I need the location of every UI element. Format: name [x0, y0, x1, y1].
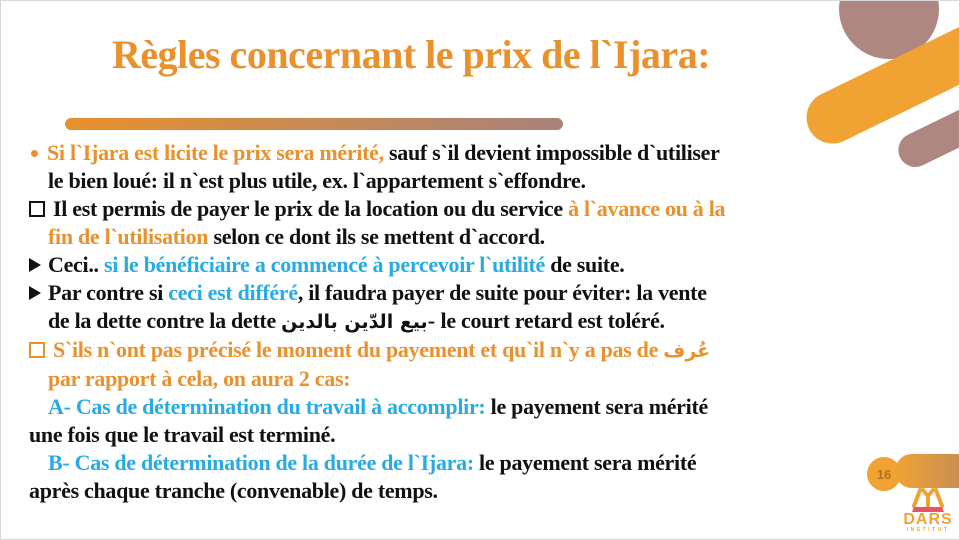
title-divider: [65, 118, 563, 130]
logo-dars: [899, 487, 957, 533]
text-line: [1, 393, 960, 421]
logo-emblem-icon: [907, 487, 949, 512]
text-line: [1, 336, 960, 365]
text-segment: sauf s`il devient impossible d`utiliser: [389, 140, 720, 165]
text-segment: de suite.: [545, 252, 625, 277]
page-number: 16: [876, 466, 892, 482]
text-segment: Par contre si: [48, 280, 169, 305]
text-line: [1, 307, 960, 336]
text-segment: بيع الدّين بالدين: [281, 311, 428, 333]
text-segment: عُرف: [663, 340, 711, 362]
text-segment: le bien loué: il n`est plus utile, ex. l`appartement s`effondre.: [48, 168, 586, 193]
text-line: [1, 195, 960, 223]
text-segment: fin de l`utilisation: [48, 224, 214, 249]
text-segment: Ceci..: [48, 252, 104, 277]
text-line: [1, 365, 960, 393]
text-segment: de la dette contre la dette: [48, 308, 282, 333]
text-segment: si le bénéficiaire a commencé à percevoir l`utilité: [103, 252, 545, 277]
body-text: [1, 139, 960, 505]
text-segment: par rapport à cela, on aura 2 cas:: [48, 366, 351, 391]
square-bullet-icon: [29, 201, 45, 217]
logo-subtitle: INSTITUT: [906, 527, 950, 533]
text-line: [1, 421, 960, 449]
text-segment: B- Cas de détermination de la durée de l`Ijara:: [48, 450, 480, 475]
text-segment: selon ce dont ils se mettent d`accord.: [213, 224, 545, 249]
text-segment: - le court retard est toléré.: [427, 308, 665, 333]
text-segment: ceci est différé: [168, 280, 298, 305]
text-segment: après chaque tranche (convenable) de temps.: [29, 478, 438, 503]
deco-pill: [895, 454, 960, 488]
text-segment: le payement sera mérité: [490, 394, 708, 419]
square-bullet-icon: [29, 342, 45, 358]
logo-name: DARS: [903, 511, 953, 528]
text-segment: Si l`Ijara est licite le prix sera mérité,: [47, 140, 390, 165]
text-line: [1, 449, 960, 477]
text-line: [1, 167, 960, 195]
text-segment: une fois que le travail est terminé.: [29, 422, 336, 447]
text-line: [1, 139, 960, 167]
arrow-bullet-icon: [29, 258, 41, 272]
text-segment: le payement sera mérité: [479, 450, 697, 475]
text-line: [1, 477, 960, 505]
arrow-bullet-icon: [29, 286, 41, 300]
text-segment: , il faudra payer de suite pour éviter: la vente: [297, 280, 707, 305]
bullet-dot-icon: [31, 150, 38, 157]
text-segment: S`ils n`ont pas précisé le moment du payement et qu`il n`y a pas de: [53, 337, 664, 362]
text-segment: à l`avance ou à la: [568, 196, 726, 221]
page-title: Règles concernant le prix de l`Ijara:: [111, 32, 711, 77]
text-segment: A- Cas de détermination du travail à accomplir:: [48, 394, 491, 419]
text-line: [1, 279, 960, 307]
text-line: [1, 251, 960, 279]
text-line: [1, 223, 960, 251]
text-segment: Il est permis de payer le prix de la location ou du service: [53, 196, 569, 221]
